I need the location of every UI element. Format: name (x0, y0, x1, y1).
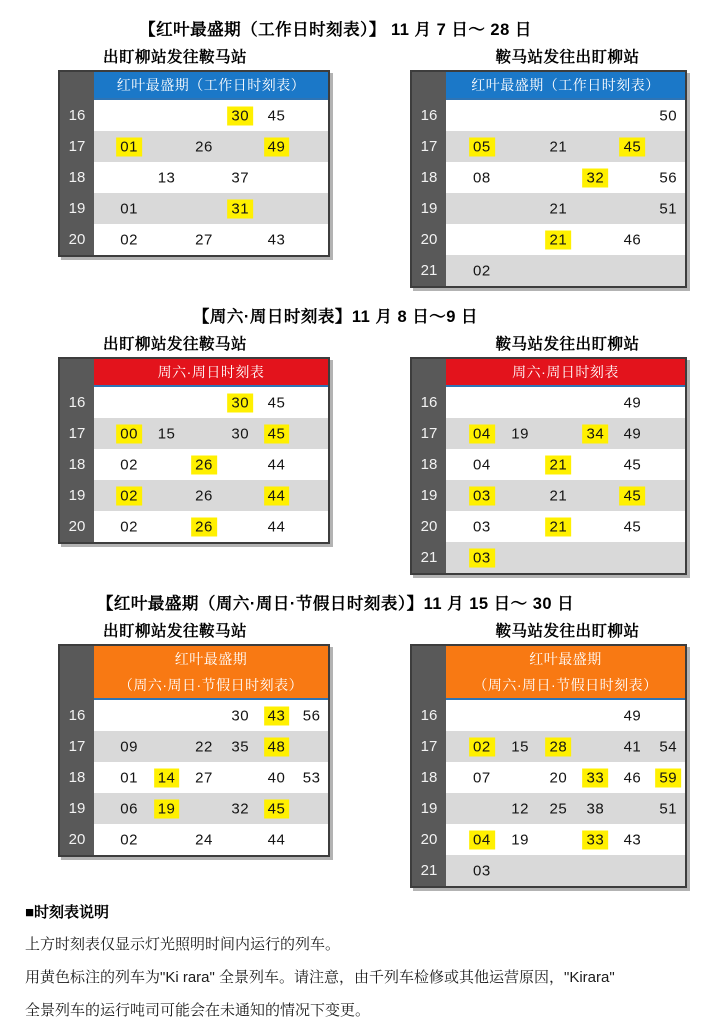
table-header-line: 红叶最盛期 (529, 651, 602, 667)
time-cell: 38 (586, 800, 605, 817)
hour-cell: 19 (412, 793, 446, 824)
hour-row (412, 855, 685, 886)
direction-heading: 鞍马站发往出盯柳站 (495, 49, 640, 66)
time-cell: 03 (473, 862, 491, 879)
hour-row (412, 700, 685, 731)
minutes-row (94, 793, 328, 824)
hour-cell: 17 (60, 731, 94, 762)
hour-cell: 20 (412, 824, 446, 855)
kirara-time-cell: 45 (620, 486, 646, 505)
hour-row (412, 824, 685, 855)
hour-row (60, 387, 328, 418)
hour-row (412, 449, 685, 480)
kirara-time-cell: 43 (264, 706, 290, 725)
kirara-time-cell: 32 (583, 168, 609, 187)
hour-cell: 17 (60, 418, 94, 449)
kirara-time-cell: 30 (227, 393, 253, 412)
time-cell: 56 (302, 707, 321, 724)
hour-cell: 20 (412, 511, 446, 542)
minutes-row (94, 418, 328, 449)
time-cell: 26 (195, 138, 213, 155)
minutes-row (446, 224, 685, 255)
timetable-weekday-outbound (58, 70, 330, 257)
time-cell: 49 (623, 707, 642, 724)
time-cell: 44 (267, 831, 286, 848)
minutes-row (446, 824, 685, 855)
hour-cell: 18 (412, 162, 446, 193)
minutes-row (94, 387, 328, 418)
direction-heading: 出盯柳站发往鞍马站 (102, 623, 247, 640)
minutes-row (94, 762, 328, 793)
minutes-row (94, 700, 328, 731)
notes-line: 上方时刻表仅显示灯光照明时间内运行的列车。 (25, 936, 341, 953)
kirara-time-cell: 04 (469, 830, 495, 849)
outbound-column (58, 619, 330, 857)
kirara-time-cell: 21 (545, 230, 571, 249)
table-header-line: 红叶最盛期（工作日时刻表） (471, 77, 660, 93)
hour-column-corner (60, 359, 94, 387)
minutes-row (94, 824, 328, 855)
time-cell: 01 (120, 200, 138, 217)
minutes-row (446, 762, 685, 793)
timetable-notes (25, 898, 720, 1027)
minutes-row (94, 100, 328, 131)
kirara-time-cell: 03 (469, 486, 495, 505)
minutes-row (94, 449, 328, 480)
hour-cell: 17 (412, 131, 446, 162)
kirara-time-cell: 21 (545, 455, 571, 474)
time-cell: 04 (473, 456, 491, 473)
hour-row (60, 224, 328, 255)
hour-row (60, 162, 328, 193)
minutes-row (446, 542, 685, 573)
hour-cell: 21 (412, 855, 446, 886)
hour-row (60, 511, 328, 542)
kirara-time-cell: 19 (154, 799, 180, 818)
hour-cell: 18 (60, 449, 94, 480)
time-cell: 43 (623, 831, 642, 848)
time-cell: 02 (120, 831, 138, 848)
kirara-time-cell: 02 (469, 737, 495, 756)
hour-row (412, 542, 685, 573)
minutes-row (446, 131, 685, 162)
timetable-weekend-outbound (58, 357, 330, 544)
timetable-holiday-inbound (410, 644, 687, 888)
time-cell: 15 (157, 425, 176, 442)
minutes-row (446, 731, 685, 762)
table-header-line: 红叶最盛期 (174, 651, 248, 667)
table-header (446, 72, 685, 100)
time-cell: 03 (473, 518, 491, 535)
hour-row (60, 824, 328, 855)
hour-cell: 16 (60, 387, 94, 418)
time-cell: 02 (120, 456, 138, 473)
hour-row (60, 700, 328, 731)
kirara-time-cell: 44 (264, 486, 290, 505)
section-holiday (0, 590, 725, 888)
hour-cell: 19 (412, 480, 446, 511)
time-cell: 51 (659, 200, 678, 217)
tables-row (0, 332, 725, 575)
table-header (446, 646, 685, 700)
time-cell: 08 (473, 169, 491, 186)
section-title: 【周六·周日时刻表】11 月 8 日～9 日 (192, 308, 479, 326)
time-cell: 30 (231, 707, 250, 724)
hour-cell: 16 (412, 387, 446, 418)
minutes-row (94, 162, 328, 193)
minutes-row (446, 449, 685, 480)
hour-cell: 17 (60, 131, 94, 162)
hour-cell: 20 (60, 224, 94, 255)
time-cell: 44 (267, 518, 286, 535)
minutes-row (446, 387, 685, 418)
hour-row (60, 731, 328, 762)
minutes-row (446, 100, 685, 131)
hour-row (60, 793, 328, 824)
hour-row (60, 449, 328, 480)
hour-cell: 16 (60, 100, 94, 131)
hour-cell: 19 (412, 193, 446, 224)
minutes-row (94, 731, 328, 762)
hour-cell: 20 (60, 824, 94, 855)
time-cell: 21 (549, 487, 568, 504)
minutes-row (94, 511, 328, 542)
hour-cell: 17 (412, 418, 446, 449)
kirara-time-cell: 45 (264, 799, 290, 818)
hour-column-corner (60, 646, 94, 700)
hour-cell: 20 (60, 511, 94, 542)
time-cell: 37 (231, 169, 250, 186)
kirara-time-cell: 45 (620, 137, 646, 156)
time-cell: 20 (549, 769, 568, 786)
hour-cell: 16 (412, 700, 446, 731)
kirara-time-cell: 59 (655, 768, 681, 787)
kirara-time-cell: 04 (469, 424, 495, 443)
time-cell: 15 (511, 738, 529, 755)
time-cell: 02 (120, 231, 138, 248)
kirara-time-cell: 45 (264, 424, 290, 443)
hour-row (412, 255, 685, 286)
section-title: 【红叶最盛期（工作日时刻表）】 11 月 7 日～ 28 日 (139, 21, 532, 39)
hour-cell: 18 (412, 449, 446, 480)
outbound-column (58, 332, 330, 544)
section-title: 【红叶最盛期（周六·周日·节假日时刻表）】11 月 15 日～ 30 日 (96, 595, 575, 613)
hour-row (412, 387, 685, 418)
time-cell: 54 (659, 738, 678, 755)
timetable-holiday-outbound (58, 644, 330, 857)
hour-cell: 16 (412, 100, 446, 131)
time-cell: 07 (473, 769, 491, 786)
table-header-line: 红叶最盛期（工作日时刻表） (116, 77, 306, 93)
kirara-time-cell: 28 (545, 737, 571, 756)
hour-column-corner (412, 359, 446, 387)
hour-cell: 21 (412, 255, 446, 286)
hour-row (60, 131, 328, 162)
table-header-line: 周六·周日时刻表 (157, 364, 265, 380)
hour-cell: 17 (412, 731, 446, 762)
time-cell: 44 (267, 456, 286, 473)
hour-cell: 16 (60, 700, 94, 731)
time-cell: 27 (195, 769, 213, 786)
kirara-time-cell: 05 (469, 137, 495, 156)
timetable-weekday-inbound (410, 70, 687, 288)
time-cell: 35 (231, 738, 250, 755)
kirara-time-cell: 00 (116, 424, 142, 443)
time-cell: 45 (267, 107, 286, 124)
kirara-time-cell: 02 (116, 486, 142, 505)
kirara-time-cell: 03 (469, 548, 495, 567)
hour-row (412, 131, 685, 162)
hour-cell: 19 (60, 193, 94, 224)
time-cell: 51 (659, 800, 678, 817)
time-cell: 46 (623, 231, 642, 248)
minutes-row (446, 255, 685, 286)
hour-row (60, 100, 328, 131)
timetable-weekend-inbound (410, 357, 687, 575)
table-header-line: （周六·周日·节假日时刻表） (118, 677, 304, 693)
hour-row (412, 731, 685, 762)
hour-cell: 19 (60, 793, 94, 824)
kirara-time-cell: 48 (264, 737, 290, 756)
hour-row (412, 418, 685, 449)
time-cell: 02 (120, 518, 138, 535)
hour-cell: 20 (412, 224, 446, 255)
time-cell: 19 (511, 831, 529, 848)
time-cell: 09 (120, 738, 138, 755)
table-header-line: （周六·周日·节假日时刻表） (473, 677, 658, 693)
kirara-time-cell: 34 (583, 424, 609, 443)
hour-cell: 21 (412, 542, 446, 573)
inbound-column (410, 45, 687, 288)
hour-cell: 18 (60, 162, 94, 193)
kirara-time-cell: 33 (583, 830, 609, 849)
hour-column-corner (412, 646, 446, 700)
time-cell: 40 (267, 769, 286, 786)
time-cell: 49 (623, 425, 642, 442)
minutes-row (446, 480, 685, 511)
kirara-time-cell: 26 (191, 455, 217, 474)
time-cell: 01 (120, 769, 138, 786)
time-cell: 50 (659, 107, 678, 124)
time-cell: 24 (195, 831, 213, 848)
table-header (446, 359, 685, 387)
time-cell: 21 (549, 138, 568, 155)
minutes-row (446, 511, 685, 542)
kirara-time-cell: 26 (191, 517, 217, 536)
kirara-time-cell: 33 (583, 768, 609, 787)
time-cell: 25 (549, 800, 568, 817)
table-header-line: 周六·周日时刻表 (512, 364, 619, 380)
hour-row (412, 193, 685, 224)
time-cell: 21 (549, 200, 568, 217)
time-cell: 32 (231, 800, 250, 817)
notes-heading: ■时刻表说明 (25, 904, 110, 921)
table-header (94, 646, 328, 700)
time-cell: 27 (195, 231, 213, 248)
outbound-column (58, 45, 330, 257)
minutes-row (446, 193, 685, 224)
hour-row (60, 480, 328, 511)
direction-heading: 鞍马站发往出盯柳站 (495, 336, 640, 353)
inbound-column (410, 619, 687, 888)
hour-cell: 19 (60, 480, 94, 511)
minutes-row (446, 700, 685, 731)
minutes-row (94, 480, 328, 511)
minutes-row (446, 162, 685, 193)
time-cell: 41 (623, 738, 642, 755)
hour-row (60, 762, 328, 793)
time-cell: 45 (623, 456, 642, 473)
hour-row (412, 762, 685, 793)
time-cell: 22 (195, 738, 213, 755)
direction-heading: 出盯柳站发往鞍马站 (102, 336, 247, 353)
kirara-time-cell: 21 (545, 517, 571, 536)
tables-row (0, 45, 725, 288)
kirara-time-cell: 14 (154, 768, 180, 787)
hour-cell: 18 (412, 762, 446, 793)
time-cell: 12 (511, 800, 529, 817)
hour-column-corner (60, 72, 94, 100)
time-cell: 49 (623, 394, 642, 411)
minutes-row (446, 418, 685, 449)
time-cell: 19 (511, 425, 529, 442)
hour-row (412, 793, 685, 824)
hour-row (412, 480, 685, 511)
direction-heading: 鞍马站发往出盯柳站 (495, 623, 640, 640)
hour-row (412, 162, 685, 193)
hour-cell: 18 (60, 762, 94, 793)
table-header (94, 72, 328, 100)
section-weekday (0, 16, 725, 288)
inbound-column (410, 332, 687, 575)
hour-row (60, 193, 328, 224)
hour-row (412, 511, 685, 542)
hour-row (412, 100, 685, 131)
time-cell: 43 (267, 231, 286, 248)
notes-line: 用黄色标注的列车为"Ki rara" 全景列车。请注意，由千列车检修或其他运营原因，"Kirara" (25, 969, 615, 986)
minutes-row (94, 224, 328, 255)
time-cell: 02 (473, 262, 491, 279)
hour-row (412, 224, 685, 255)
table-header (94, 359, 328, 387)
time-cell: 13 (157, 169, 176, 186)
time-cell: 30 (231, 425, 250, 442)
time-cell: 45 (623, 518, 642, 535)
time-cell: 26 (195, 487, 213, 504)
minutes-row (446, 793, 685, 824)
hour-row (60, 418, 328, 449)
time-cell: 53 (302, 769, 321, 786)
time-cell: 46 (623, 769, 642, 786)
section-weekend (0, 303, 725, 575)
hour-column-corner (412, 72, 446, 100)
kirara-time-cell: 01 (116, 137, 142, 156)
kirara-time-cell: 49 (264, 137, 290, 156)
time-cell: 56 (659, 169, 678, 186)
notes-line: 全景列车的运行吨司可能会在未通知的情况下变更。 (25, 1002, 371, 1019)
time-cell: 06 (120, 800, 138, 817)
minutes-row (94, 131, 328, 162)
tables-row (0, 619, 725, 888)
direction-heading: 出盯柳站发往鞍马站 (102, 49, 247, 66)
minutes-row (446, 855, 685, 886)
kirara-time-cell: 31 (227, 199, 253, 218)
kirara-time-cell: 30 (227, 106, 253, 125)
time-cell: 45 (267, 394, 286, 411)
minutes-row (94, 193, 328, 224)
